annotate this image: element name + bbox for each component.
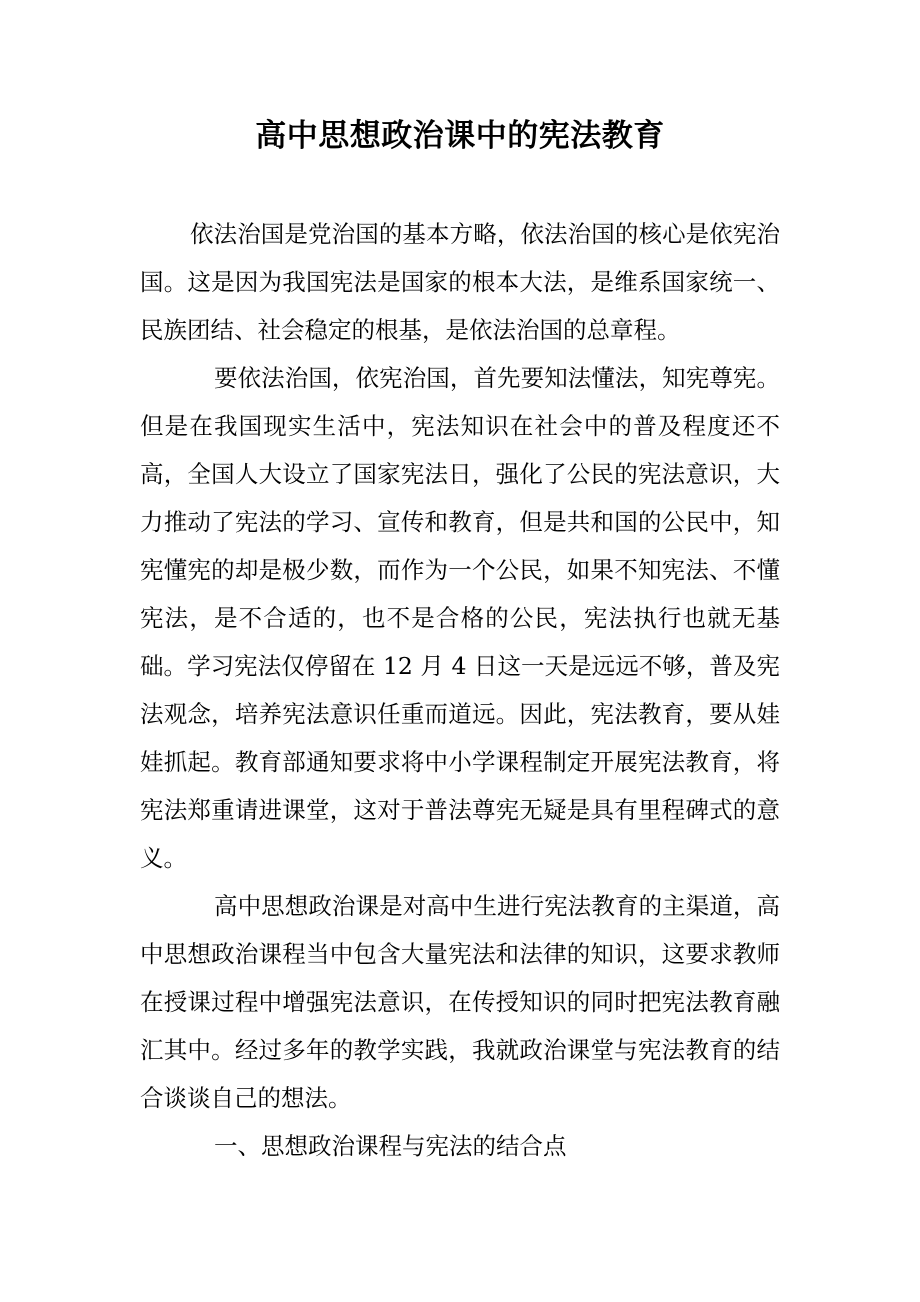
paragraph-intro: 依法治国是党治国的基本方略，依法治国的核心是依宪治国。这是因为我国宪法是国家的根本大法，是维系国家统一、民族团结、社会稳定的根基，是依法治国的总章程。 [140,220,780,344]
section-heading: 一、思想政治课程与宪法的结合点 [214,1132,567,1160]
paragraph-political-course: 高中思想政治课是对高中生进行宪法教育的主渠道，高中思想政治课程当中包含大量宪法和法律的知识，这要求教师在授课过程中增强宪法意识，在传授知识的同时把宪法教育融汇其中。经过多年的教学实践，我就政治课堂与宪法教育的结合谈谈自己的想法。 [140,892,780,1112]
document-title: 高中思想政治课中的宪法教育 [255,118,665,154]
paragraph-constitution-awareness: 要依法治国，依宪治国，首先要知法懂法，知宪尊宪。但是在我国现实生活中，宪法知识在社会中的普及程度还不高，全国人大设立了国家宪法日，强化了公民的宪法意识，大力推动了宪法的学习、宣传和教育，但是共和国的公民中，知宪懂宪的却是极少数，而作为一个公民，如果不知宪法、不懂宪法，是不合适的，也不是合格的公民，宪法执行也就无基础。学习宪法仅停留在 12 月 4 日这一天是远远不够，普及宪法观念，培养宪法意识任重而道远。因此，宪法教育，要从娃娃抓起。教育部通知要求将中小学课程制定开展宪法教育，将宪法郑重请进课堂，这对于普法尊宪无疑是具有里程碑式的意义。 [140,364,780,872]
document-body [140,210,780,1170]
